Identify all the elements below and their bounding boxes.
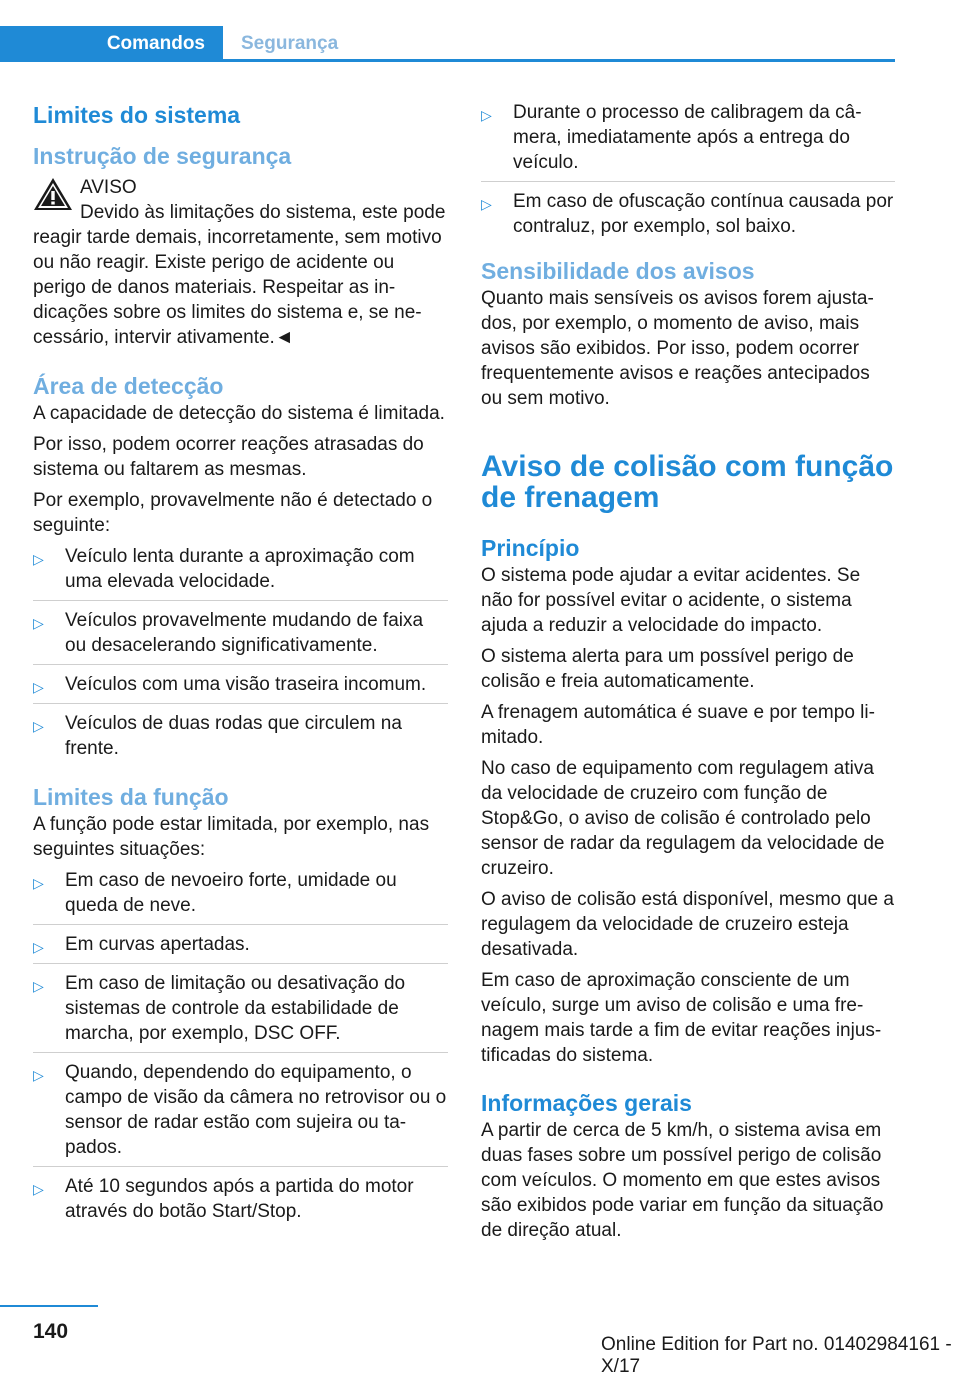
triangle-right-bullet-icon: ▷ [33,1181,44,1197]
list-item-text: Quando, dependendo do equipamento, o campo de visão da câmera no retrovisor ou o sensor de radar estão com sujeira ou tapados. [65,1062,447,1158]
triangle-right-bullet-icon: ▷ [33,1067,44,1083]
tab-seguranca[interactable]: Segurança [241,33,339,54]
triangle-right-bullet-icon: ▷ [481,107,492,123]
header-rule [0,59,895,62]
paragraph: Por isso, podem ocorrer reações atrasadas do sistema ou faltarem as mesmas. [33,434,424,480]
heading-limites-funcao: Limites da função [33,784,229,810]
list-item-text: Em caso de limitação ou desativação do sistemas de controle da estabilidade de marcha, por exemplo, DSC OFF. [65,973,406,1044]
warning-triangle-icon [33,177,73,211]
list-item [33,672,448,704]
paragraph: No caso de equipamento com regulagem ativa da velocidade de cruzeiro com função de Stop&Go, o aviso de colisão é controlado pelo sensor de radar da regulagem da velocidade de cruzeiro. [481,758,885,879]
heading-instrucao-seguranca: Instrução de segurança [33,143,292,169]
heading-informacoes-gerais: Informações gerais [481,1090,692,1116]
triangle-right-bullet-icon: ▷ [33,718,44,734]
paragraph: A partir de cerca de 5 km/h, o sistema avisa em duas fases sobre um possível perigo de colisão com veículos. O momento em que estes avisos são exibidos pode variar em função da situação de direção atual. [481,1120,884,1241]
heading-limites-sistema: Limites do sistema [33,102,241,128]
footer-rule [0,1305,98,1307]
triangle-right-bullet-icon: ▷ [481,196,492,212]
heading-area-deteccao: Área de detecção [33,373,224,399]
list-item-text: Em caso de nevoeiro forte, umidade ou queda de neve. [65,870,397,916]
list-item-text: Veículos de duas rodas que circulem na frente. [65,713,402,759]
bullet-list-funcao [33,868,448,1224]
list-item-text: Veículos provavelmente mudando de faixa ou desacelerando significativamente. [65,610,424,656]
left-column [33,100,448,1231]
triangle-right-bullet-icon: ▷ [33,978,44,994]
list-item [33,868,448,925]
bullet-list-continued [481,100,895,239]
list-item-text: Em curvas apertadas. [65,934,250,955]
list-item [33,1060,448,1167]
list-item [481,189,895,239]
paragraph: Quanto mais sensíveis os avisos forem ajustados, por exemplo, o momento de aviso, mais avisos são exibidos. Por isso, podem ocorrer frequentemente avisos e reações antecipados ou sem motivo. [481,288,874,409]
triangle-right-bullet-icon: ▷ [33,679,44,695]
paragraph: O sistema alerta para um possível perigo de colisão e freia automaticamente. [481,646,854,692]
list-item-text: Durante o processo de calibragem da câmera, imediatamente após a entrega do veículo. [513,102,862,173]
list-item-text: Veículo lenta durante a aproximação com uma elevada velocidade. [65,546,415,592]
warning-title: AVISO [80,177,137,198]
page-number: 140 [33,1320,69,1343]
triangle-right-bullet-icon: ▷ [33,615,44,631]
paragraph: A capacidade de detecção do sistema é limitada. [33,403,445,424]
list-item [33,711,448,761]
list-item [33,608,448,665]
paragraph: O sistema pode ajudar a evitar acidentes. Se não for possível evitar o acidente, o sistema ajuda a reduzir a velocidade do impacto. [481,565,861,636]
list-item-text: Veículos com uma visão traseira incomum. [65,674,427,695]
warning-text: Devido às limitações do sistema, este pode reagir tarde demais, incorretamente, sem motivo ou não reagir. Existe perigo de acidente ou perigo de danos materiais. Respeitar as indicações sobre os limites do sistema e, se necessário, intervir ativamente.◄ [33,202,446,348]
paragraph: A função pode estar limitada, por exemplo, nas seguintes situações: [33,814,430,860]
right-column [481,100,895,1249]
list-item [33,971,448,1053]
bullet-list-area [33,544,448,761]
list-item [481,100,895,182]
list-item [33,1174,448,1224]
triangle-right-bullet-icon: ▷ [33,875,44,891]
triangle-right-bullet-icon: ▷ [33,551,44,567]
triangle-right-bullet-icon: ▷ [33,939,44,955]
header-bar [0,26,895,61]
tab-comandos[interactable]: Comandos [0,26,223,61]
heading-principio: Princípio [481,535,580,561]
heading-sensibilidade: Sensibilidade dos avisos [481,258,755,284]
list-item [33,544,448,601]
heading-aviso-colisao: Aviso de colisão com função de frenagem [481,450,894,514]
paragraph: O aviso de colisão está disponível, mesmo que a regulagem da velocidade de cruzeiro esteja desativada. [481,889,894,960]
paragraph: Em caso de aproximação consciente de um veículo, surge um aviso de colisão e uma frenagem mais tarde a fim de evitar reações injustificadas do sistema. [481,970,882,1066]
list-item-text: Até 10 segundos após a partida do motor através do botão Start/Stop. [65,1176,414,1222]
list-item [33,932,448,964]
warning-block [33,175,448,350]
paragraph: A frenagem automática é suave e por tempo limitado. [481,702,875,748]
paragraph: Por exemplo, provavelmente não é detectado o seguinte: [33,490,433,536]
edition-text: Online Edition for Part no. 01402984161 - X/17 [601,1334,952,1377]
list-item-text: Em caso de ofuscação contínua causada por contraluz, por exemplo, sol baixo. [513,191,894,237]
